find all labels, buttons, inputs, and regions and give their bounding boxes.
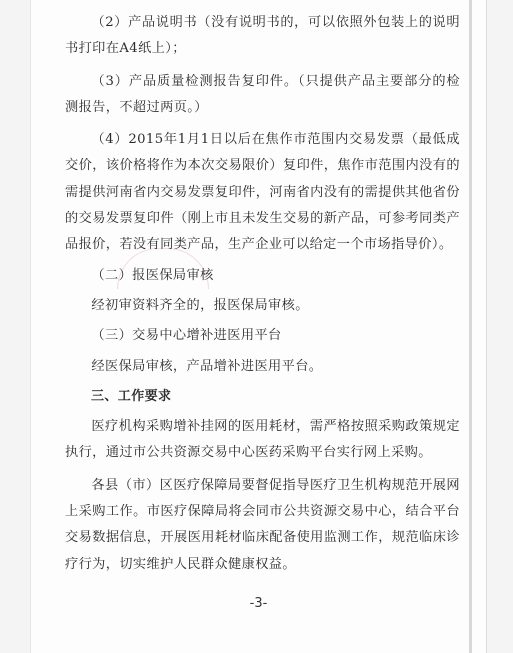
subheading-medical-insurance-review: （二）报医保局审核 [91,267,214,283]
paragraph-platform-addition: 经医保局审核，产品增补进医用平台。 [91,358,323,374]
paragraph-quality-report: （3）产品质量检测报告复印件。（只提供产品主要部分的检测报告，不超过两页。） [65,73,460,115]
paragraph-product-manual: （2）产品说明书（没有说明书的，可以依照外包装上的说明书打印在A4纸上）； [65,15,460,57]
page-number: -3- [249,596,268,611]
document-body [65,10,460,578]
paragraph-supervision: 各县（市）区医疗保障局要督促指导医疗卫生机构规范开展网上采购工作。市医疗保障局将会同市公共资源交易中心，结合平台交易数据信息，开展医用耗材临床配备使用监测工作，规范临床诊疗行为，切实维护人民群众健康权益。 [65,477,460,572]
subheading-trading-center: （三）交易中心增补进医用平台 [91,328,282,344]
paragraph-procurement-rules: 医疗机构采购增补挂网的医用耗材，需严格按照采购政策规定执行，通过市公共资源交易中心医药采购平台实行网上采购。 [65,419,460,461]
section-heading-work-requirements: 三、工作要求 [91,388,172,404]
paragraph-review-submission: 经初审资料齐全的，报医保局审核。 [91,297,309,313]
document-page [30,0,487,653]
paragraph-invoice-copy: （4）2015年1月1日以后在焦作市范围内交易发票（最低成交价，该价格将作为本次交易限价）复印件，焦作市范围内没有的需提供河南省内交易发票复印件，河南省内没有的需提供其他省份的交易发票复印件（刚上市且未发生交易的新产品，可参考同类产品报价，若没有同类产品，生产企业可以给定一个市场指导价）。 [65,132,460,253]
page-edge [469,0,472,653]
